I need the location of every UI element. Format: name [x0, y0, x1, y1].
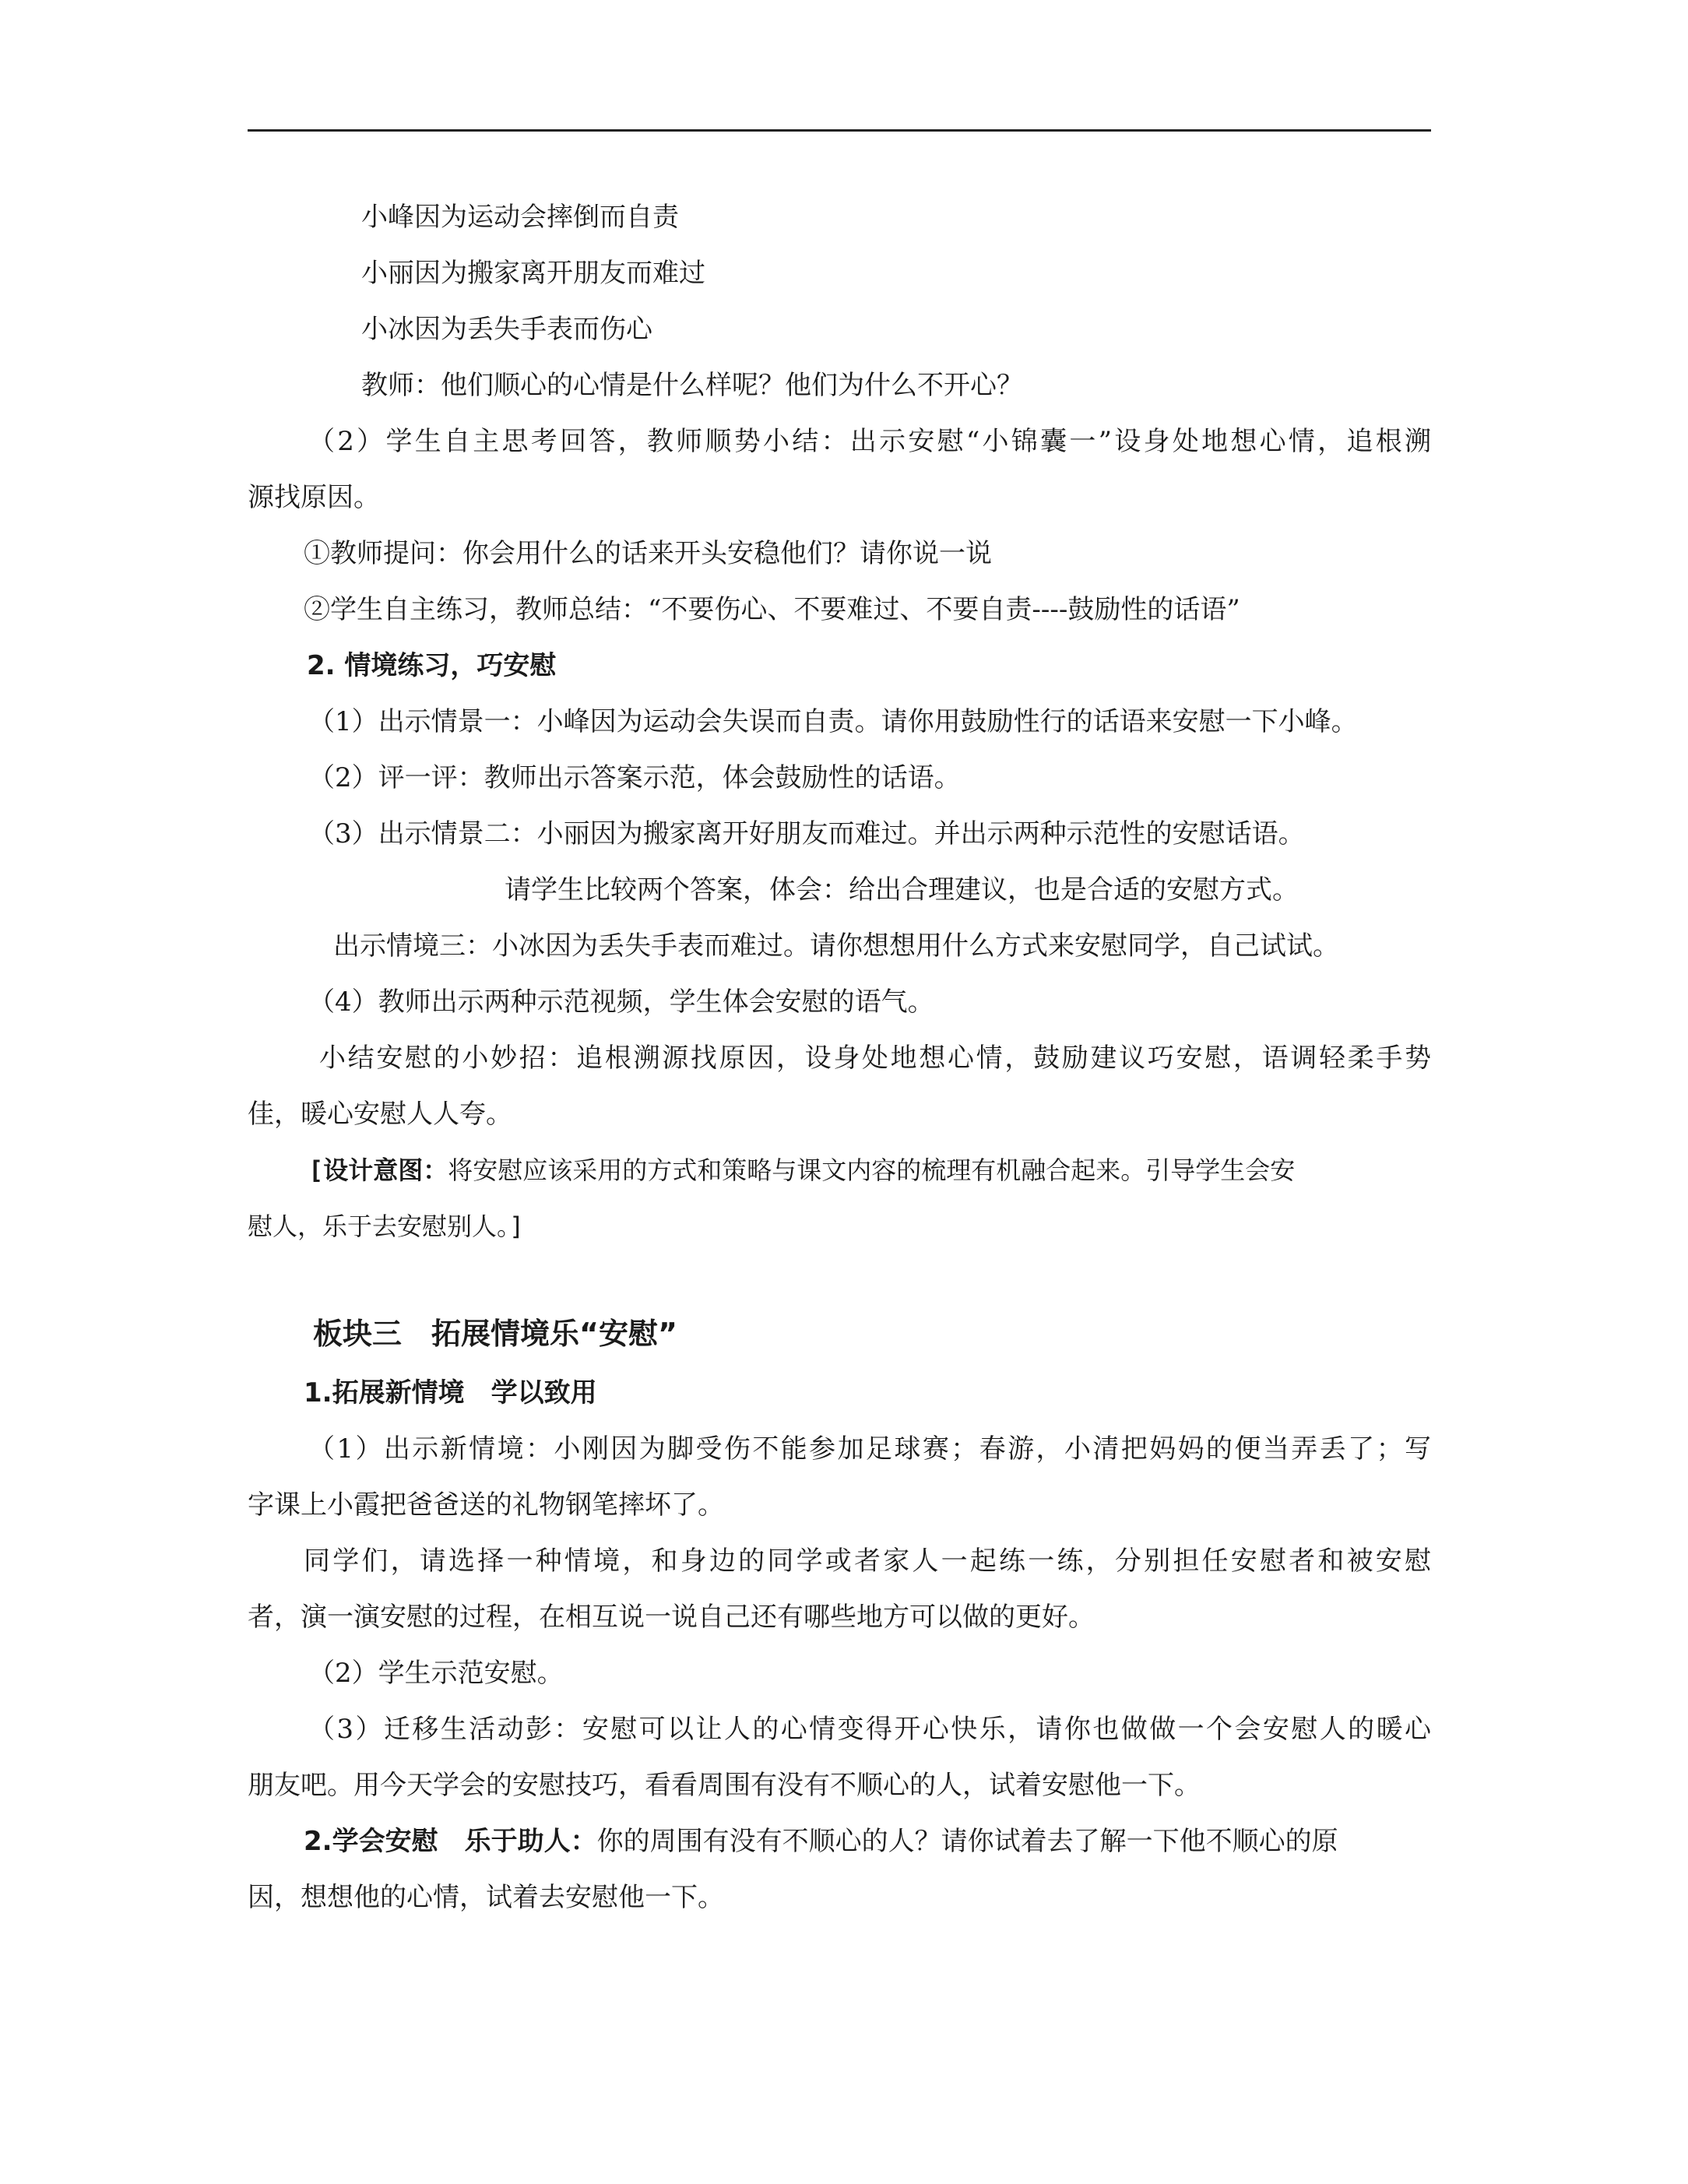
paragraph-line: 者，演一演安慰的过程，在相互说一说自己还有哪些地方可以做的更好。: [248, 1602, 1095, 1633]
paragraph-line: 佳，暖心安慰人人夸。: [248, 1099, 512, 1130]
paragraph-line: 请学生比较两个答案，体会：给出合理建议，也是合适的安慰方式。: [505, 874, 1299, 906]
section-subheading: 2. 情境练习，巧安慰: [307, 650, 557, 681]
paragraph-line: ②学生自主练习，教师总结：“不要伤心、不要难过、不要自责----鼓励性的话语”: [304, 594, 1240, 625]
paragraph-line: （1）出示情景一：小峰因为运动会失误而自责。请你用鼓励性行的话语来安慰一下小峰。: [308, 706, 1358, 737]
paragraph-line: 小冰因为丢失手表而伤心: [361, 314, 652, 345]
paragraph-line: （2）评一评：教师出示答案示范，体会鼓励性的话语。: [308, 762, 961, 793]
paragraph-line: （3）出示情景二：小丽因为搬家离开好朋友而难过。并出示两种示范性的安慰话语。: [308, 818, 1305, 849]
paragraph-line: [248, 1824, 1487, 1859]
paragraph-line: 出示情境三：小冰因为丢失手表而难过。请你想想用什么方式来安慰同学，自己试试。: [333, 930, 1339, 962]
paragraph-line: 同学们，请选择一种情境，和身边的同学或者家人一起练一练，分别担任安慰者和被安慰: [304, 1546, 1431, 1577]
design-intent-label: [设计意图：: [308, 1155, 448, 1185]
paragraph-line: ①教师提问：你会用什么的话来开头安稳他们？请你说一说: [304, 538, 992, 569]
paragraph-line: 源找原因。: [248, 482, 380, 513]
design-intent-text: 将安慰应该采用的方式和策略与课文内容的梳理有机融合起来。引导学生会安: [448, 1155, 1296, 1185]
paragraph-line: 因，想想他的心情，试着去安慰他一下。: [248, 1882, 724, 1913]
design-intent-line: 慰人，乐于去安慰别人。]: [248, 1212, 525, 1241]
section-subheading: 1.拓展新情境 学以致用: [304, 1377, 597, 1409]
paragraph-line: （4）教师出示两种示范视频，学生体会安慰的语气。: [308, 986, 934, 1018]
paragraph-line: 教师：他们顺心的心情是什么样呢？他们为什么不开心？: [361, 370, 1023, 401]
design-intent-line: [248, 1152, 1492, 1188]
paragraph-line: 小结安慰的小妙招：追根溯源找原因，设身处地想心情，鼓励建议巧安慰，语调轻柔手势: [319, 1043, 1431, 1074]
inline-subheading: 2.学会安慰 乐于助人：: [304, 1826, 597, 1857]
paragraph-line: （2）学生自主思考回答，教师顺势小结：出示安慰“小锦囊一”设身处地想心情，追根溯: [308, 426, 1431, 457]
inline-text: 你的周围有没有不顺心的人？请你试着去了解一下他不顺心的原: [596, 1826, 1338, 1857]
paragraph-line: （3）迁移生活动彭：安慰可以让人的心情变得开心快乐，请你也做做一个会安慰人的暖心: [308, 1714, 1431, 1745]
section-heading: 板块三 拓展情境乐“安慰”: [313, 1317, 677, 1351]
paragraph-line: 小丽因为搬家离开朋友而难过: [361, 258, 705, 289]
paragraph-line: 小峰因为运动会摔倒而自责: [361, 202, 679, 233]
paragraph-line: （1）出示新情境：小刚因为脚受伤不能参加足球赛；春游，小清把妈妈的便当弄丢了；写: [308, 1433, 1431, 1465]
paragraph-line: （2）学生示范安慰。: [308, 1658, 564, 1689]
header-rule: [248, 129, 1431, 132]
paragraph-line: 朋友吧。用今天学会的安慰技巧，看看周围有没有不顺心的人，试着安慰他一下。: [248, 1770, 1201, 1801]
paragraph-line: 字课上小霞把爸爸送的礼物钢笔摔坏了。: [248, 1489, 724, 1521]
